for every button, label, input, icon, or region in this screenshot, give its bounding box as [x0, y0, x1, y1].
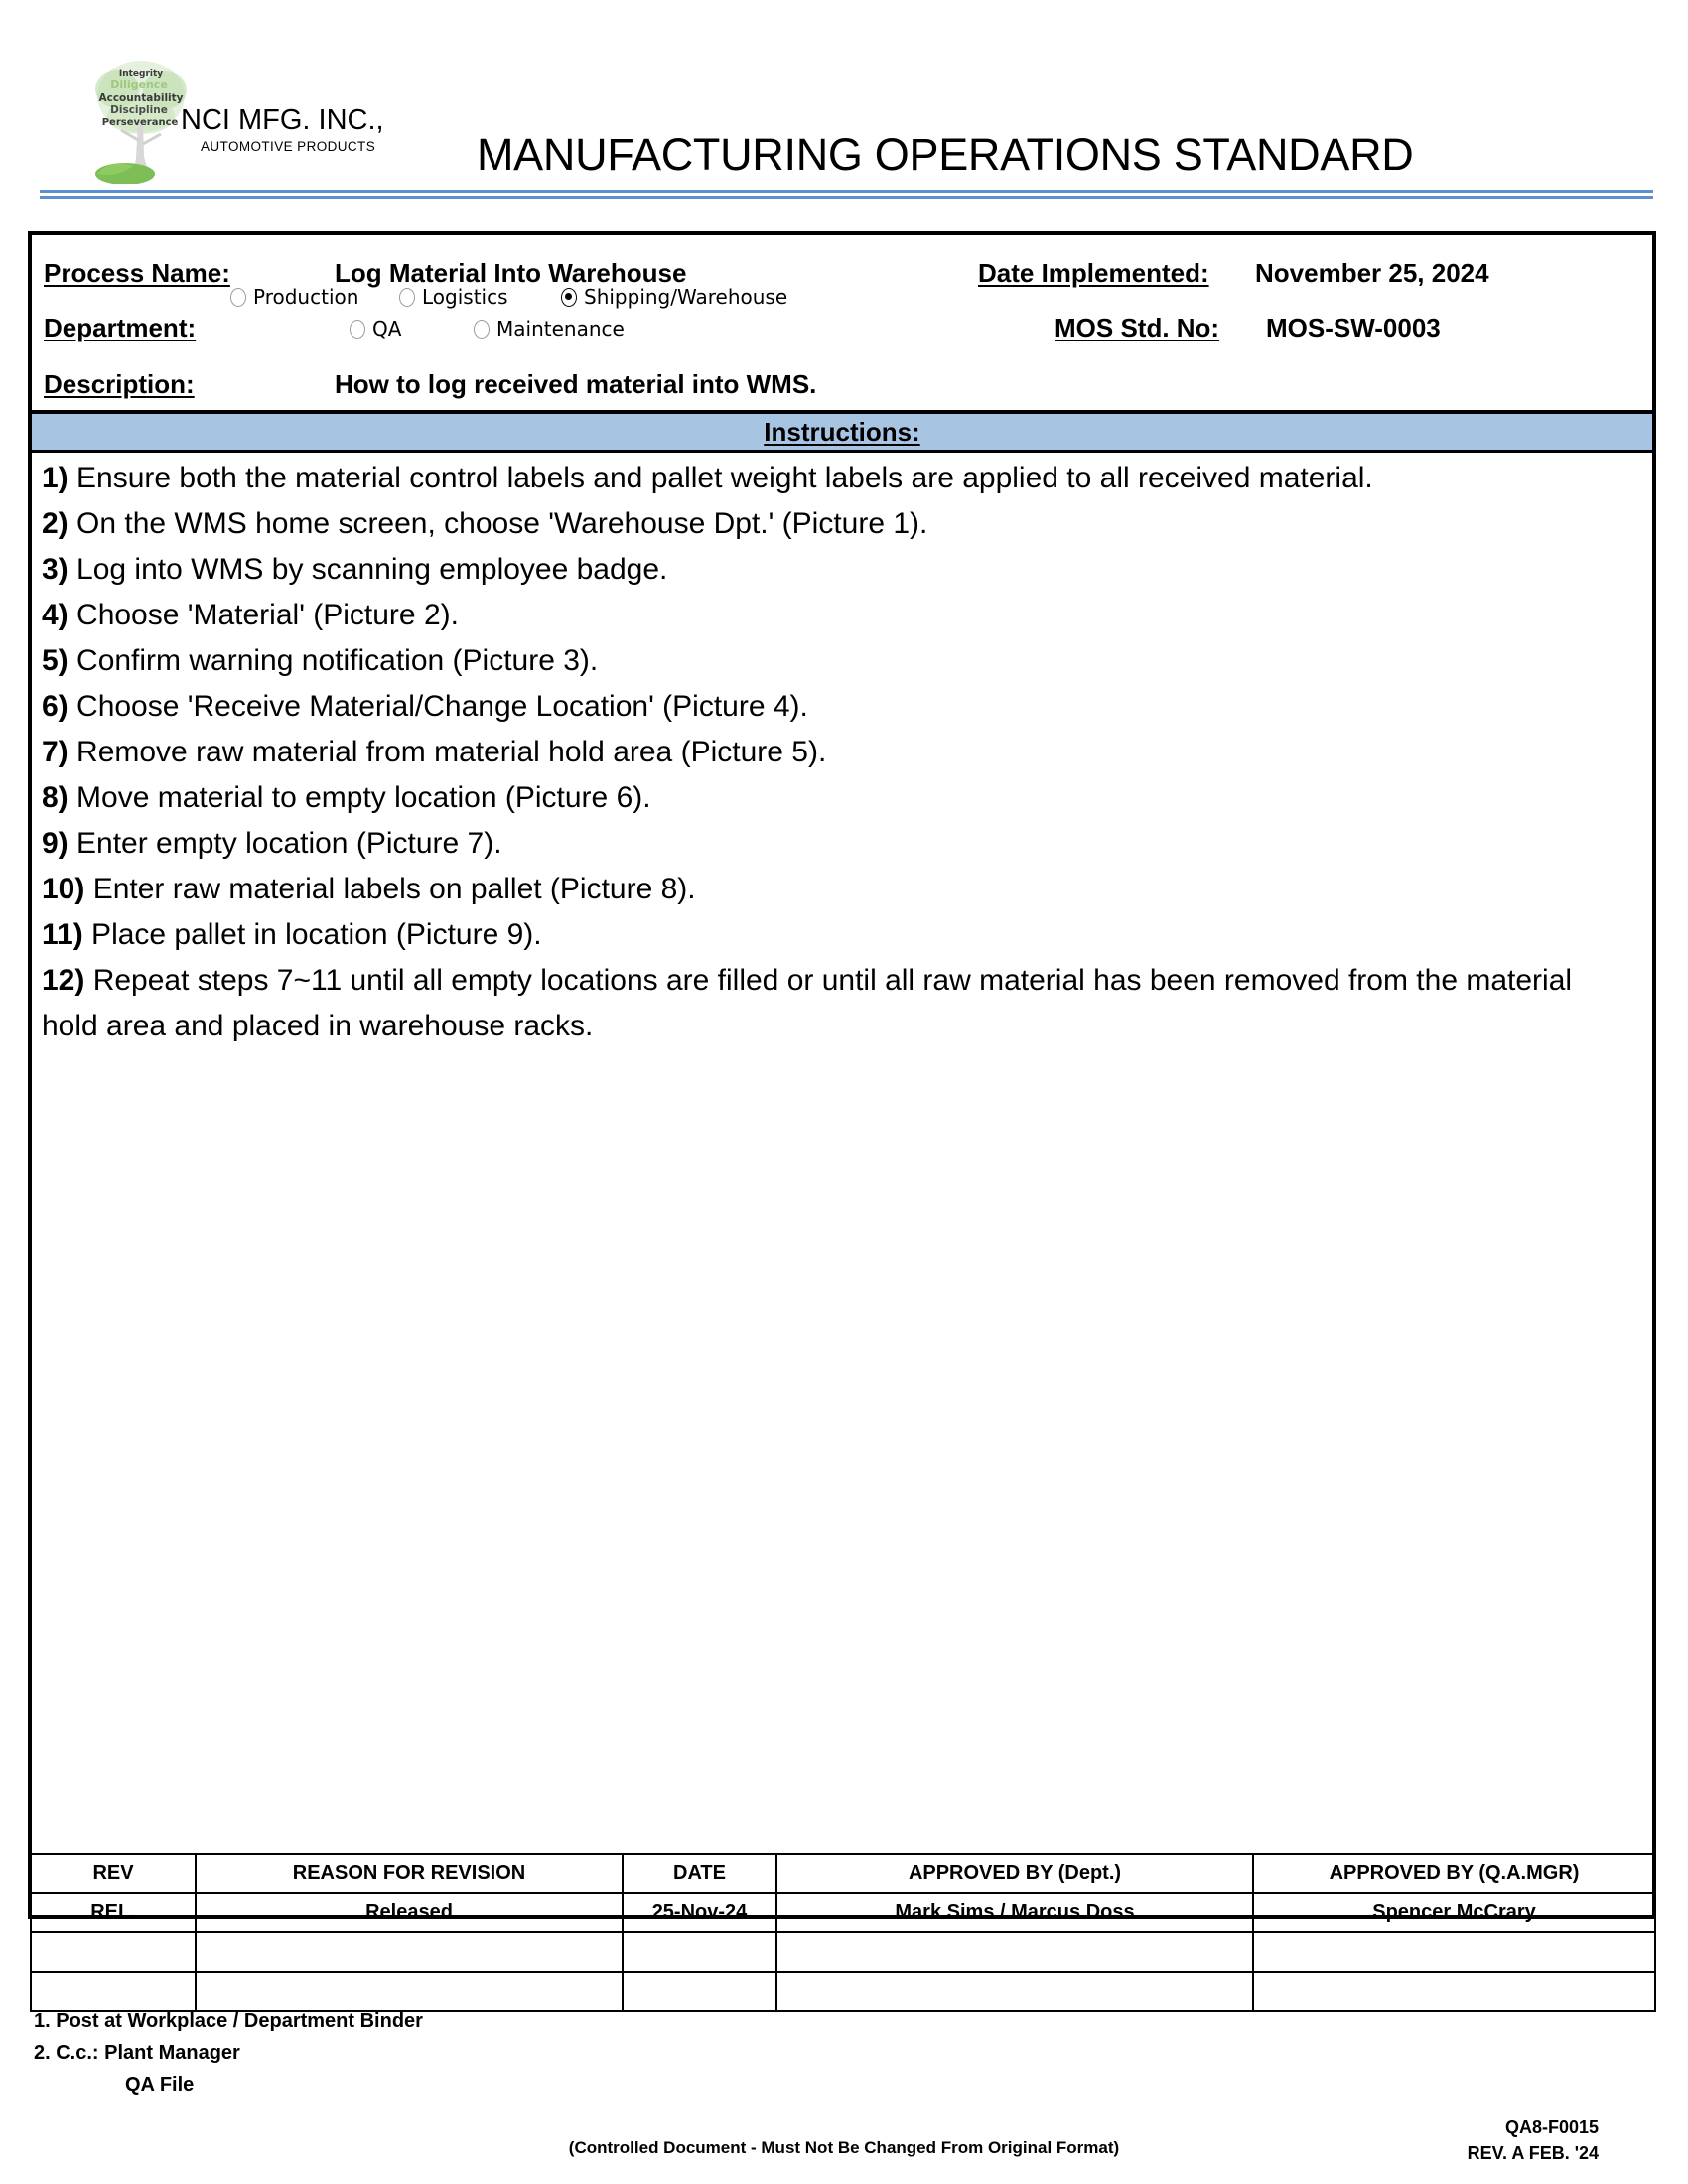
instructions-header	[32, 414, 1652, 450]
footer-note-3: QA File	[125, 2074, 195, 2096]
svg-text:Accountability: Accountability	[98, 92, 184, 104]
table-row	[31, 1893, 1655, 1932]
instruction-step-number: 11)	[42, 918, 83, 951]
department-radio-shipping-warehouse-label: Shipping/Warehouse	[584, 285, 788, 309]
instruction-step-number: 10)	[42, 873, 85, 905]
company-tagline: AUTOMOTIVE PRODUCTS	[201, 139, 376, 154]
revision-cell-date: 25-Nov-24	[623, 1893, 776, 1932]
instruction-step	[42, 730, 1636, 775]
instruction-step-number: 3)	[42, 553, 69, 586]
svg-text:Perseverance: Perseverance	[101, 117, 179, 128]
department-radio-maintenance-label: Maintenance	[496, 317, 625, 341]
instruction-step-text: Repeat steps 7~11 until all empty locations are filled or until all raw material has been removed from the material hold area and placed in warehouse racks.	[42, 964, 1573, 1042]
footer-note-2: 2. C.c.: Plant Manager	[34, 2042, 240, 2064]
revision-cell-reason	[196, 1932, 623, 1972]
date-implemented-value: November 25, 2024	[1255, 258, 1489, 288]
instruction-step-number: 7)	[42, 736, 69, 768]
instruction-step	[42, 547, 1636, 593]
revision-cell-approved-qa	[1253, 1972, 1655, 2011]
department-radio-shipping-warehouse[interactable]	[561, 285, 787, 309]
instructions-list	[32, 456, 1652, 1049]
company-name-block	[181, 104, 384, 154]
instruction-step-text: Log into WMS by scanning employee badge.	[68, 553, 668, 586]
instruction-step-text: Enter raw material labels on pallet (Picture 8).	[84, 873, 696, 905]
date-implemented-label: Date Implemented:	[978, 258, 1209, 288]
form-revision-code: REV. A FEB. '24	[1467, 2143, 1599, 2163]
instructions-header-label: Instructions:	[764, 416, 920, 447]
revision-cell-rev: REL.	[31, 1893, 196, 1932]
revision-cell-date	[623, 1932, 776, 1972]
document-title: MANUFACTURING OPERATIONS STANDARD	[477, 129, 1414, 180]
revision-column-approved-dept: APPROVED BY (Dept.)	[776, 1854, 1253, 1893]
header-divider-line-2	[40, 196, 1653, 199]
controlled-document-note: (Controlled Document - Must Not Be Changed From Original Format)	[568, 2138, 1120, 2157]
instruction-step-number: 6)	[42, 690, 69, 723]
instructions-header-divider	[32, 450, 1652, 453]
radio-checked-icon	[561, 288, 577, 307]
revision-cell-rev	[31, 1932, 196, 1972]
instruction-step	[42, 501, 1636, 547]
instruction-step-number: 5)	[42, 644, 69, 677]
instruction-step-text: Choose 'Receive Material/Change Location' (Picture 4).	[68, 690, 808, 723]
instruction-step-number: 2)	[42, 507, 69, 540]
department-radio-logistics[interactable]	[399, 285, 508, 309]
instruction-step-number: 8)	[42, 781, 69, 814]
company-name: NCI MFG. INC.,	[181, 104, 384, 136]
instruction-step	[42, 684, 1636, 730]
mos-std-label: MOS Std. No:	[1055, 313, 1220, 342]
department-radio-production[interactable]	[230, 285, 358, 309]
document-header	[40, 45, 1653, 194]
document-body-box	[28, 231, 1656, 1919]
instruction-step-text: Move material to empty location (Picture 6).	[68, 781, 651, 814]
radio-unchecked-icon	[230, 288, 246, 307]
form-code-block	[1468, 2115, 1599, 2166]
revision-table-header-row	[31, 1854, 1655, 1893]
instruction-step	[42, 958, 1636, 1049]
instruction-step	[42, 912, 1636, 958]
revision-cell-approved-dept: Mark Sims / Marcus Doss	[776, 1893, 1253, 1932]
svg-text:Discipline: Discipline	[110, 104, 168, 116]
form-code: QA8-F0015	[1504, 2117, 1599, 2137]
mos-std-value: MOS-SW-0003	[1266, 313, 1441, 342]
description-label: Description:	[44, 369, 195, 399]
revision-column-approved-qa: APPROVED BY (Q.A.MGR)	[1253, 1854, 1655, 1893]
instruction-step-number: 9)	[42, 827, 69, 860]
revision-column-reason: REASON FOR REVISION	[196, 1854, 623, 1893]
revision-cell-approved-qa: Spencer McCrary	[1253, 1893, 1655, 1932]
description-value: How to log received material into WMS.	[335, 369, 817, 399]
revision-column-rev: REV	[31, 1854, 196, 1893]
revision-column-date: DATE	[623, 1854, 776, 1893]
process-name-label: Process Name:	[44, 258, 230, 288]
instruction-step-text: Remove raw material from material hold area (Picture 5).	[68, 736, 827, 768]
instruction-step	[42, 456, 1636, 501]
revision-cell-reason: Released	[196, 1893, 623, 1932]
instruction-step	[42, 867, 1636, 912]
header-divider	[40, 190, 1653, 199]
table-row	[31, 1932, 1655, 1972]
instruction-step-text: Choose 'Material' (Picture 2).	[68, 599, 459, 631]
instruction-step	[42, 638, 1636, 684]
radio-unchecked-icon	[474, 320, 490, 339]
company-logo	[60, 53, 384, 187]
instruction-step-number: 12)	[42, 964, 85, 997]
department-radio-logistics-label: Logistics	[422, 285, 508, 309]
footer-notes	[34, 2005, 927, 2101]
department-radio-production-label: Production	[253, 285, 359, 309]
instruction-step-number: 1)	[42, 462, 69, 494]
footer-note-1: 1. Post at Workplace / Department Binder	[34, 2010, 423, 2032]
instruction-step	[42, 821, 1636, 867]
revision-table	[30, 1853, 1656, 2012]
svg-text:Integrity: Integrity	[118, 69, 164, 79]
revision-cell-approved-qa	[1253, 1932, 1655, 1972]
radio-unchecked-icon	[399, 288, 415, 307]
instruction-step-number: 4)	[42, 599, 69, 631]
revision-cell-approved-dept	[776, 1932, 1253, 1972]
instruction-step-text: Enter empty location (Picture 7).	[68, 827, 502, 860]
header-divider-line-1	[40, 190, 1653, 193]
radio-unchecked-icon	[350, 320, 365, 339]
department-radio-qa[interactable]	[350, 317, 401, 341]
department-label: Department:	[44, 313, 197, 342]
process-name-value: Log Material Into Warehouse	[335, 258, 687, 288]
instruction-step-text: Place pallet in location (Picture 9).	[82, 918, 542, 951]
instruction-step-text: On the WMS home screen, choose 'Warehouse Dpt.' (Picture 1).	[68, 507, 928, 540]
department-radio-group	[32, 235, 1652, 366]
svg-text:Diligence: Diligence	[110, 78, 168, 91]
instruction-step-text: Ensure both the material control labels and pallet weight labels are applied to all received material.	[68, 462, 1373, 494]
department-radio-qa-label: QA	[372, 317, 402, 341]
instruction-step-text: Confirm warning notification (Picture 3).	[68, 644, 599, 677]
instruction-step	[42, 593, 1636, 638]
process-info-block	[32, 235, 1652, 399]
department-radio-maintenance[interactable]	[474, 317, 625, 341]
instruction-step	[42, 775, 1636, 821]
